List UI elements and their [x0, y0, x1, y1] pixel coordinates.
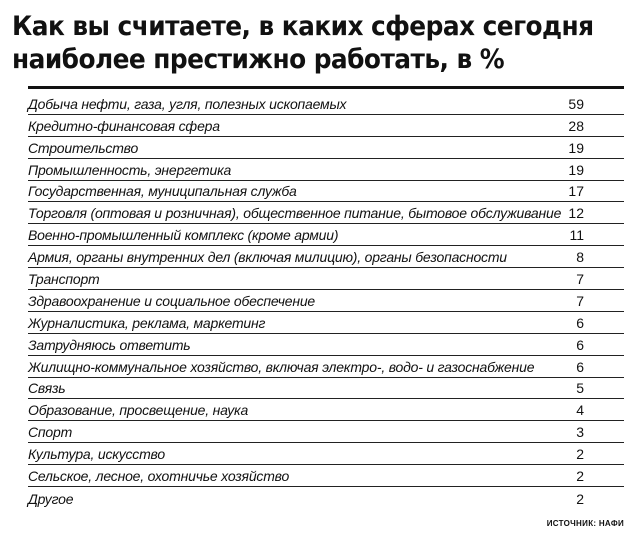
row-label: Торговля (оптовая и розничная), общественное питание, бытовое обслуживание	[28, 205, 562, 222]
row-value: 7	[576, 292, 584, 309]
table-row	[28, 487, 624, 509]
table-row	[28, 443, 624, 465]
row-value: 19	[568, 139, 584, 156]
row-label: Журналистика, реклама, маркетинг	[28, 314, 266, 331]
row-label: Транспорт	[28, 271, 100, 288]
table-row	[28, 224, 624, 246]
row-value: 2	[576, 446, 584, 463]
row-label: Кредитно-финансовая сфера	[28, 117, 220, 134]
row-value: 7	[576, 271, 584, 288]
row-label: Промышленность, энергетика	[28, 161, 232, 178]
table-top-rule	[28, 86, 624, 89]
row-label: Культура, искусство	[28, 446, 165, 463]
row-value: 8	[576, 249, 584, 266]
table-row	[28, 290, 624, 312]
row-label: Образование, просвещение, наука	[28, 402, 249, 419]
chart-title	[12, 10, 594, 76]
table-row	[28, 421, 624, 443]
chart-title-line-1: Как вы считаете, в каких сферах сегодня	[12, 11, 594, 42]
row-value: 5	[576, 380, 584, 397]
row-value: 59	[568, 95, 584, 112]
row-label: Сельское, лесное, охотничье хозяйство	[28, 468, 290, 485]
row-value: 19	[568, 161, 584, 178]
row-label: Другое	[28, 490, 74, 507]
table-row	[28, 93, 624, 115]
row-value: 17	[568, 183, 584, 200]
table-row	[28, 181, 624, 203]
row-value: 11	[569, 227, 584, 244]
table-row	[28, 312, 624, 334]
table-row	[28, 159, 624, 181]
row-value: 12	[568, 205, 584, 222]
row-label: Строительство	[28, 139, 139, 156]
row-label: Затрудняюсь ответить	[28, 336, 191, 353]
row-value: 6	[576, 314, 584, 331]
table-row	[28, 334, 624, 356]
row-value: 3	[576, 424, 584, 441]
row-value: 6	[576, 358, 584, 375]
table-row	[28, 465, 624, 487]
chart-title-line-2: наиболее престижно работать, в %	[12, 44, 505, 75]
row-value: 2	[576, 468, 584, 485]
row-label: Жилищно-коммунальное хозяйство, включая электро-, водо- и газоснабжение	[28, 358, 535, 375]
table-row	[28, 137, 624, 159]
table-row	[28, 115, 624, 137]
table-row	[28, 246, 624, 268]
row-label: Военно-промышленный комплекс (кроме армии)	[28, 227, 339, 244]
table-row	[28, 399, 624, 421]
row-value: 6	[576, 336, 584, 353]
row-label: Армия, органы внутренних дел (включая милицию), органы безопасности	[28, 249, 507, 266]
data-table	[28, 93, 624, 509]
table-row	[28, 268, 624, 290]
row-value: 2	[576, 490, 584, 507]
table-row	[28, 356, 624, 378]
row-label: Связь	[28, 380, 66, 397]
row-label: Спорт	[28, 424, 73, 441]
source-note: ИСТОЧНИК: НАФИ	[546, 519, 624, 528]
table-row	[28, 378, 624, 400]
row-label: Здравоохранение и социальное обеспечение	[28, 292, 316, 309]
row-label: Государственная, муниципальная служба	[28, 183, 297, 200]
table-row	[28, 202, 624, 224]
row-label: Добыча нефти, газа, угля, полезных ископаемых	[28, 95, 347, 112]
row-value: 4	[576, 402, 584, 419]
row-value: 28	[568, 117, 584, 134]
